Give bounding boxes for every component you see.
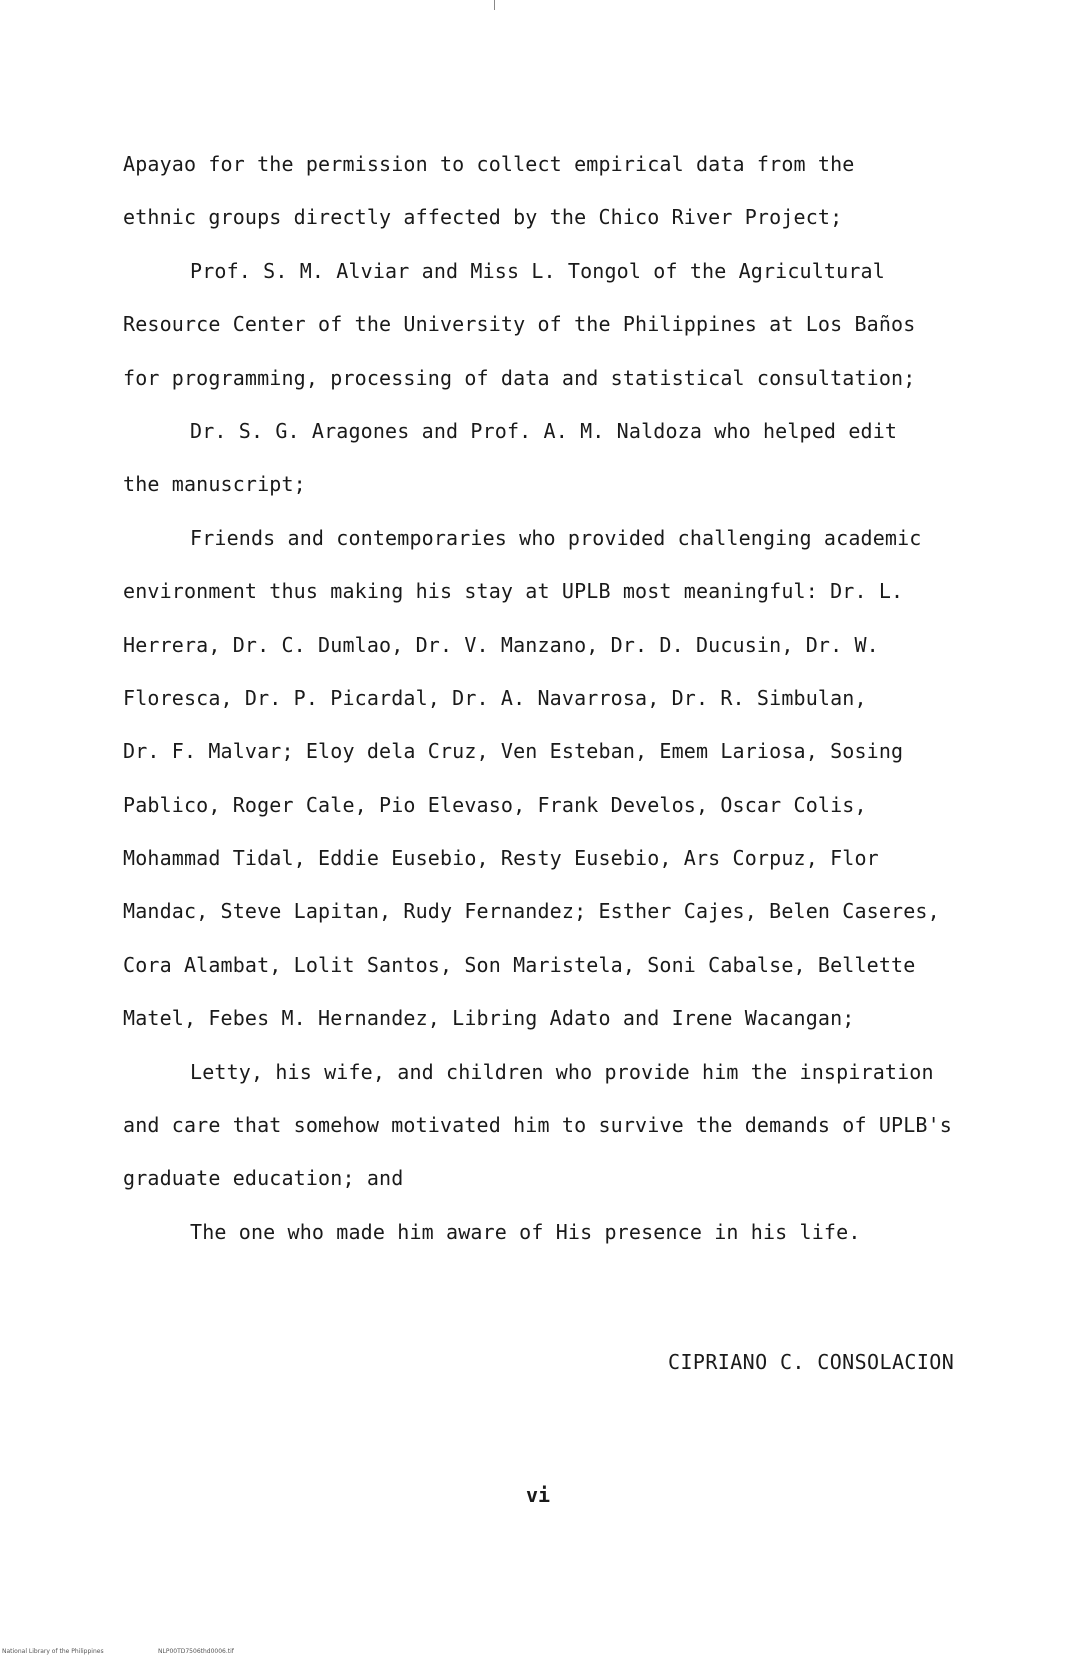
body-line: Resource Center of the University of the Philippines at Los Baños (123, 312, 916, 337)
body-line: Friends and contemporaries who provided challenging academic (190, 525, 922, 550)
body-line: Prof. S. M. Alviar and Miss L. Tongol of the Agricultural (190, 258, 885, 283)
body-line: Dr. S. G. Aragones and Prof. A. M. Naldoza who helped edit (190, 418, 898, 443)
footer-filename: NLP00TD7506thd0006.tif (158, 1648, 234, 1655)
body-line: Letty, his wife, and children who provide him the inspiration (190, 1059, 934, 1084)
acknowledgment-body (123, 146, 1053, 1267)
body-line: Dr. F. Malvar; Eloy dela Cruz, Ven Esteban, Emem Lariosa, Sosing (123, 739, 904, 764)
body-line: the manuscript; (123, 472, 306, 497)
body-line: and care that somehow motivated him to survive the demands of UPLB's (123, 1113, 952, 1138)
body-line: Cora Alambat, Lolit Santos, Son Maristela, Soni Cabalse, Bellette (123, 952, 916, 977)
author-signature: CIPRIANO C. CONSOLACION (668, 1350, 955, 1374)
body-line: Herrera, Dr. C. Dumlao, Dr. V. Manzano, Dr. D. Ducusin, Dr. W. (123, 632, 879, 657)
footer-source: National Library of the Philippines (2, 1648, 104, 1655)
body-line: graduate education; and (123, 1166, 404, 1191)
body-line: ethnic groups directly affected by the Chico River Project; (123, 205, 843, 230)
body-line: Pablico, Roger Cale, Pio Elevaso, Frank Develos, Oscar Colis, (123, 792, 867, 817)
body-line: Mandac, Steve Lapitan, Rudy Fernandez; Esther Cajes, Belen Caseres, (123, 899, 940, 924)
body-line: Apayao for the permission to collect empirical data from the (123, 152, 855, 176)
body-line: environment thus making his stay at UPLB most meaningful: Dr. L. (123, 579, 904, 604)
page-number: vi (526, 1483, 551, 1507)
body-line: Floresca, Dr. P. Picardal, Dr. A. Navarrosa, Dr. R. Simbulan, (123, 685, 867, 710)
scan-mark-top (494, 0, 495, 10)
body-line: for programming, processing of data and statistical consultation; (123, 365, 916, 390)
body-line: The one who made him aware of His presence in his life. (190, 1219, 861, 1244)
body-line: Matel, Febes M. Hernandez, Libring Adato and Irene Wacangan; (123, 1006, 855, 1031)
body-line: Mohammad Tidal, Eddie Eusebio, Resty Eusebio, Ars Corpuz, Flor (123, 846, 879, 871)
